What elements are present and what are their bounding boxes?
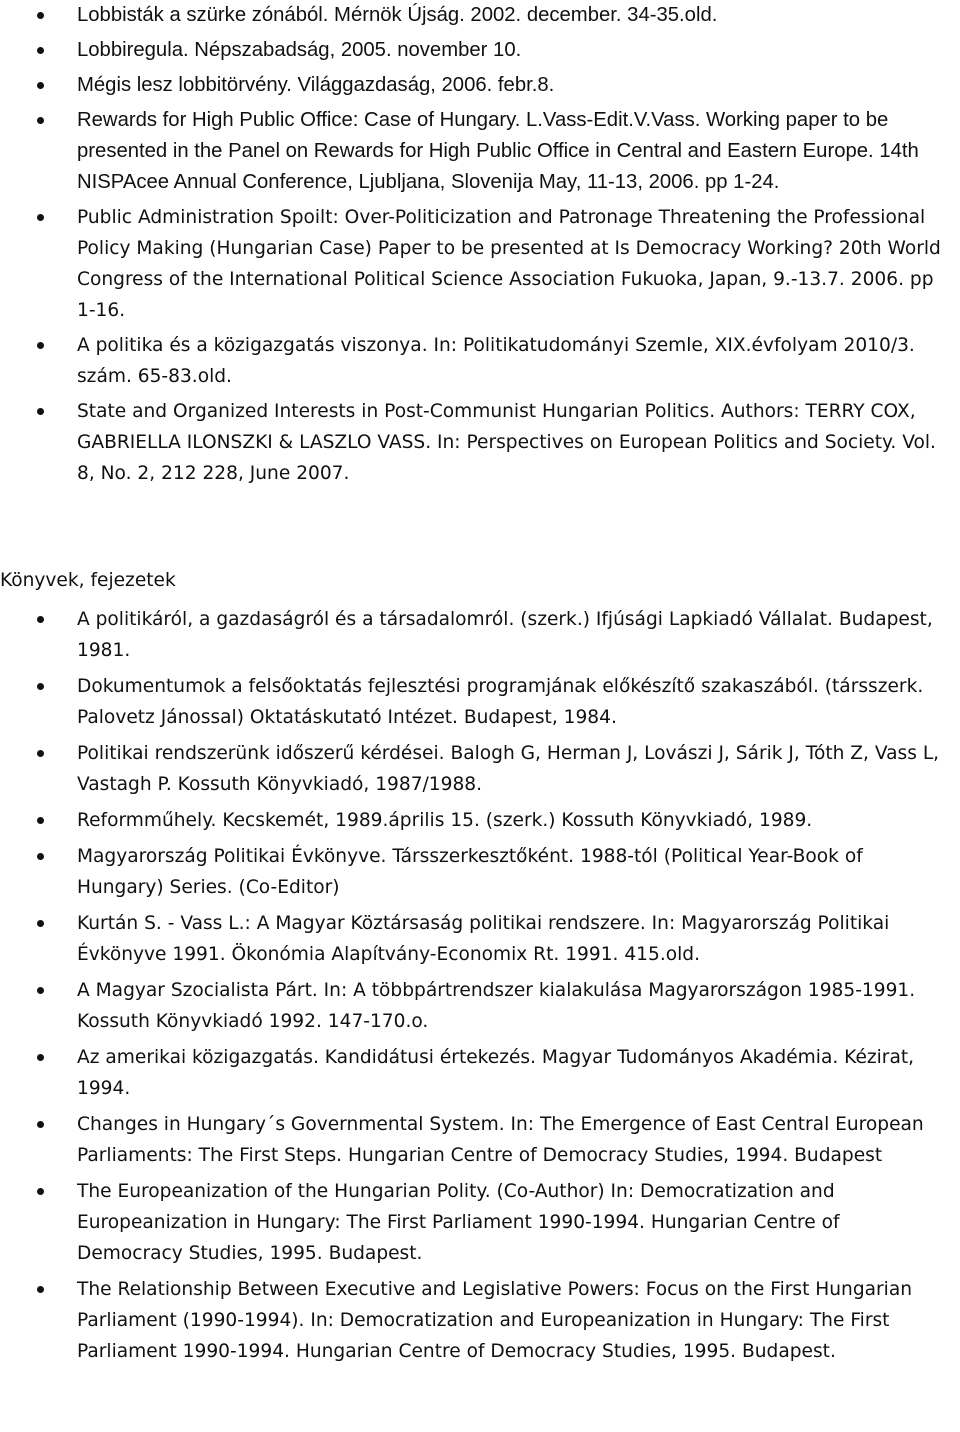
bullet-icon [37,342,44,349]
list-item-text: The Relationship Between Executive and Legislative Powers: Focus on the First Hungarian Parliament (1990-1994). In: Democratization and Europeanization in Hungary: The First Parliament 1990-1994. Hungarian Centre of Democracy Studies, 1995. Budapest. [77,1279,913,1362]
bullet-icon [37,408,44,415]
list-item [0,1274,960,1367]
bullet-icon [37,12,44,19]
bullet-icon [37,47,44,54]
bullet-icon [37,920,44,927]
list-item [0,671,960,733]
list-item [0,70,960,101]
list-item-text: Mégis lesz lobbitörvény. Világgazdaság, 2006. febr.8. [77,74,555,96]
list-item-text: The Europeanization of the Hungarian Polity. (Co-Author) In: Democratization and Europeanization in Hungary: The First Parliament 1990-1994. Hungarian Centre of Democracy Studies, 1995. Budapest. [77,1181,840,1264]
bullet-icon [37,616,44,623]
list-item [0,604,960,666]
list-item-text: Rewards for High Public Office: Case of Hungary. L.Vass-Edit.V.Vass. Working paper to be presented in the Panel on Rewards for High Public Office in Central and Eastern Europe. 14th NISPAcee Annual Conference, Ljubljana, Slovenija May, 11-13, 2006. pp 1-24. [77,109,919,193]
list-item-text: Politikai rendszerünk időszerű kérdései. Balogh G, Herman J, Lovászi J, Sárik J, Tóth Z, Vass L, Vastagh P. Kossuth Könyvkiadó, 1987/1988. [77,743,940,795]
bullet-icon [37,1054,44,1061]
bullet-icon [37,683,44,690]
list-item [0,396,960,489]
list-item [0,975,960,1037]
list-item-text: Kurtán S. - Vass L.: A Magyar Köztársaság politikai rendszere. In: Magyarország Politikai Évkönyve 1991. Ökonómia Alapítvány-Economix Rt. 1991. 415.old. [77,913,890,965]
list-item [0,908,960,970]
bullet-icon [37,1188,44,1195]
list-item-text: Magyarország Politikai Évkönyve. Társszerkesztőként. 1988-tól (Political Year-Book of Hungary) Series. (Co-Editor) [77,846,863,898]
list-item [0,105,960,198]
list-item [0,1176,960,1269]
list-item-text: A politikáról, a gazdaságról és a társadalomról. (szerk.) Ifjúsági Lapkiadó Vállalat. Budapest, 1981. [77,609,933,661]
bullet-icon [37,987,44,994]
list-item [0,1109,960,1171]
bullet-icon [37,1121,44,1128]
list-item [0,330,960,392]
list-item-text: Changes in Hungary´s Governmental System. In: The Emergence of East Central European Parliaments: The First Steps. Hungarian Centre of Democracy Studies, 1994. Budapest [77,1114,924,1166]
list-item [0,35,960,66]
bullet-icon [37,214,44,221]
list-item-text: A Magyar Szocialista Párt. In: A többpártrendszer kialakulása Magyarországon 1985-1991. Kossuth Könyvkiadó 1992. 147-170.o. [77,980,916,1032]
list-item-text: A politika és a közigazgatás viszonya. In: Politikatudományi Szemle, XIX.évfolyam 2010/3. szám. 65-83.old. [77,335,915,387]
bullet-icon [37,750,44,757]
bullet-icon [37,817,44,824]
list-item-text: Reformműhely. Kecskemét, 1989.április 15. (szerk.) Kossuth Könyvkiadó, 1989. [77,810,813,831]
list-item [0,841,960,903]
bullet-icon [37,853,44,860]
list-item [0,0,960,31]
list-item [0,738,960,800]
list-item [0,202,960,326]
list-item [0,1042,960,1104]
papers-list [0,0,960,493]
books-list [0,604,960,1372]
list-item-text: Public Administration Spoilt: Over-Politicization and Patronage Threatening the Professional Policy Making (Hungarian Case) Paper to be presented at Is Democracy Working? 20th World Congress of the International Political Science Association Fukuoka, Japan, 9.-13.7. 2006. pp 1-16. [77,207,941,321]
list-item-text: Dokumentumok a felsőoktatás fejlesztési programjának előkészítő szakaszából. (társszerk. Palovetz Jánossal) Oktatáskutató Intézet. Budapest, 1984. [77,676,924,728]
list-item-text: Lobbiregula. Népszabadság, 2005. november 10. [77,39,522,61]
bullet-icon [37,117,44,124]
bullet-icon [37,1286,44,1293]
bullet-icon [37,82,44,89]
list-item-text: Az amerikai közigazgatás. Kandidátusi értekezés. Magyar Tudományos Akadémia. Kézirat, 1994. [77,1047,915,1099]
list-item-text: State and Organized Interests in Post-Communist Hungarian Politics. Authors: TERRY COX, GABRIELLA ILONSZKI & LASZLO VASS. In: Perspectives on European Politics and Society. Vol. 8, No. 2, 212 228, June 2007. [77,401,936,484]
section-heading: Könyvek, fejezetek [0,570,176,591]
list-item-text: Lobbisták a szürke zónából. Mérnök Újság. 2002. december. 34-35.old. [77,4,718,26]
list-item [0,805,960,836]
